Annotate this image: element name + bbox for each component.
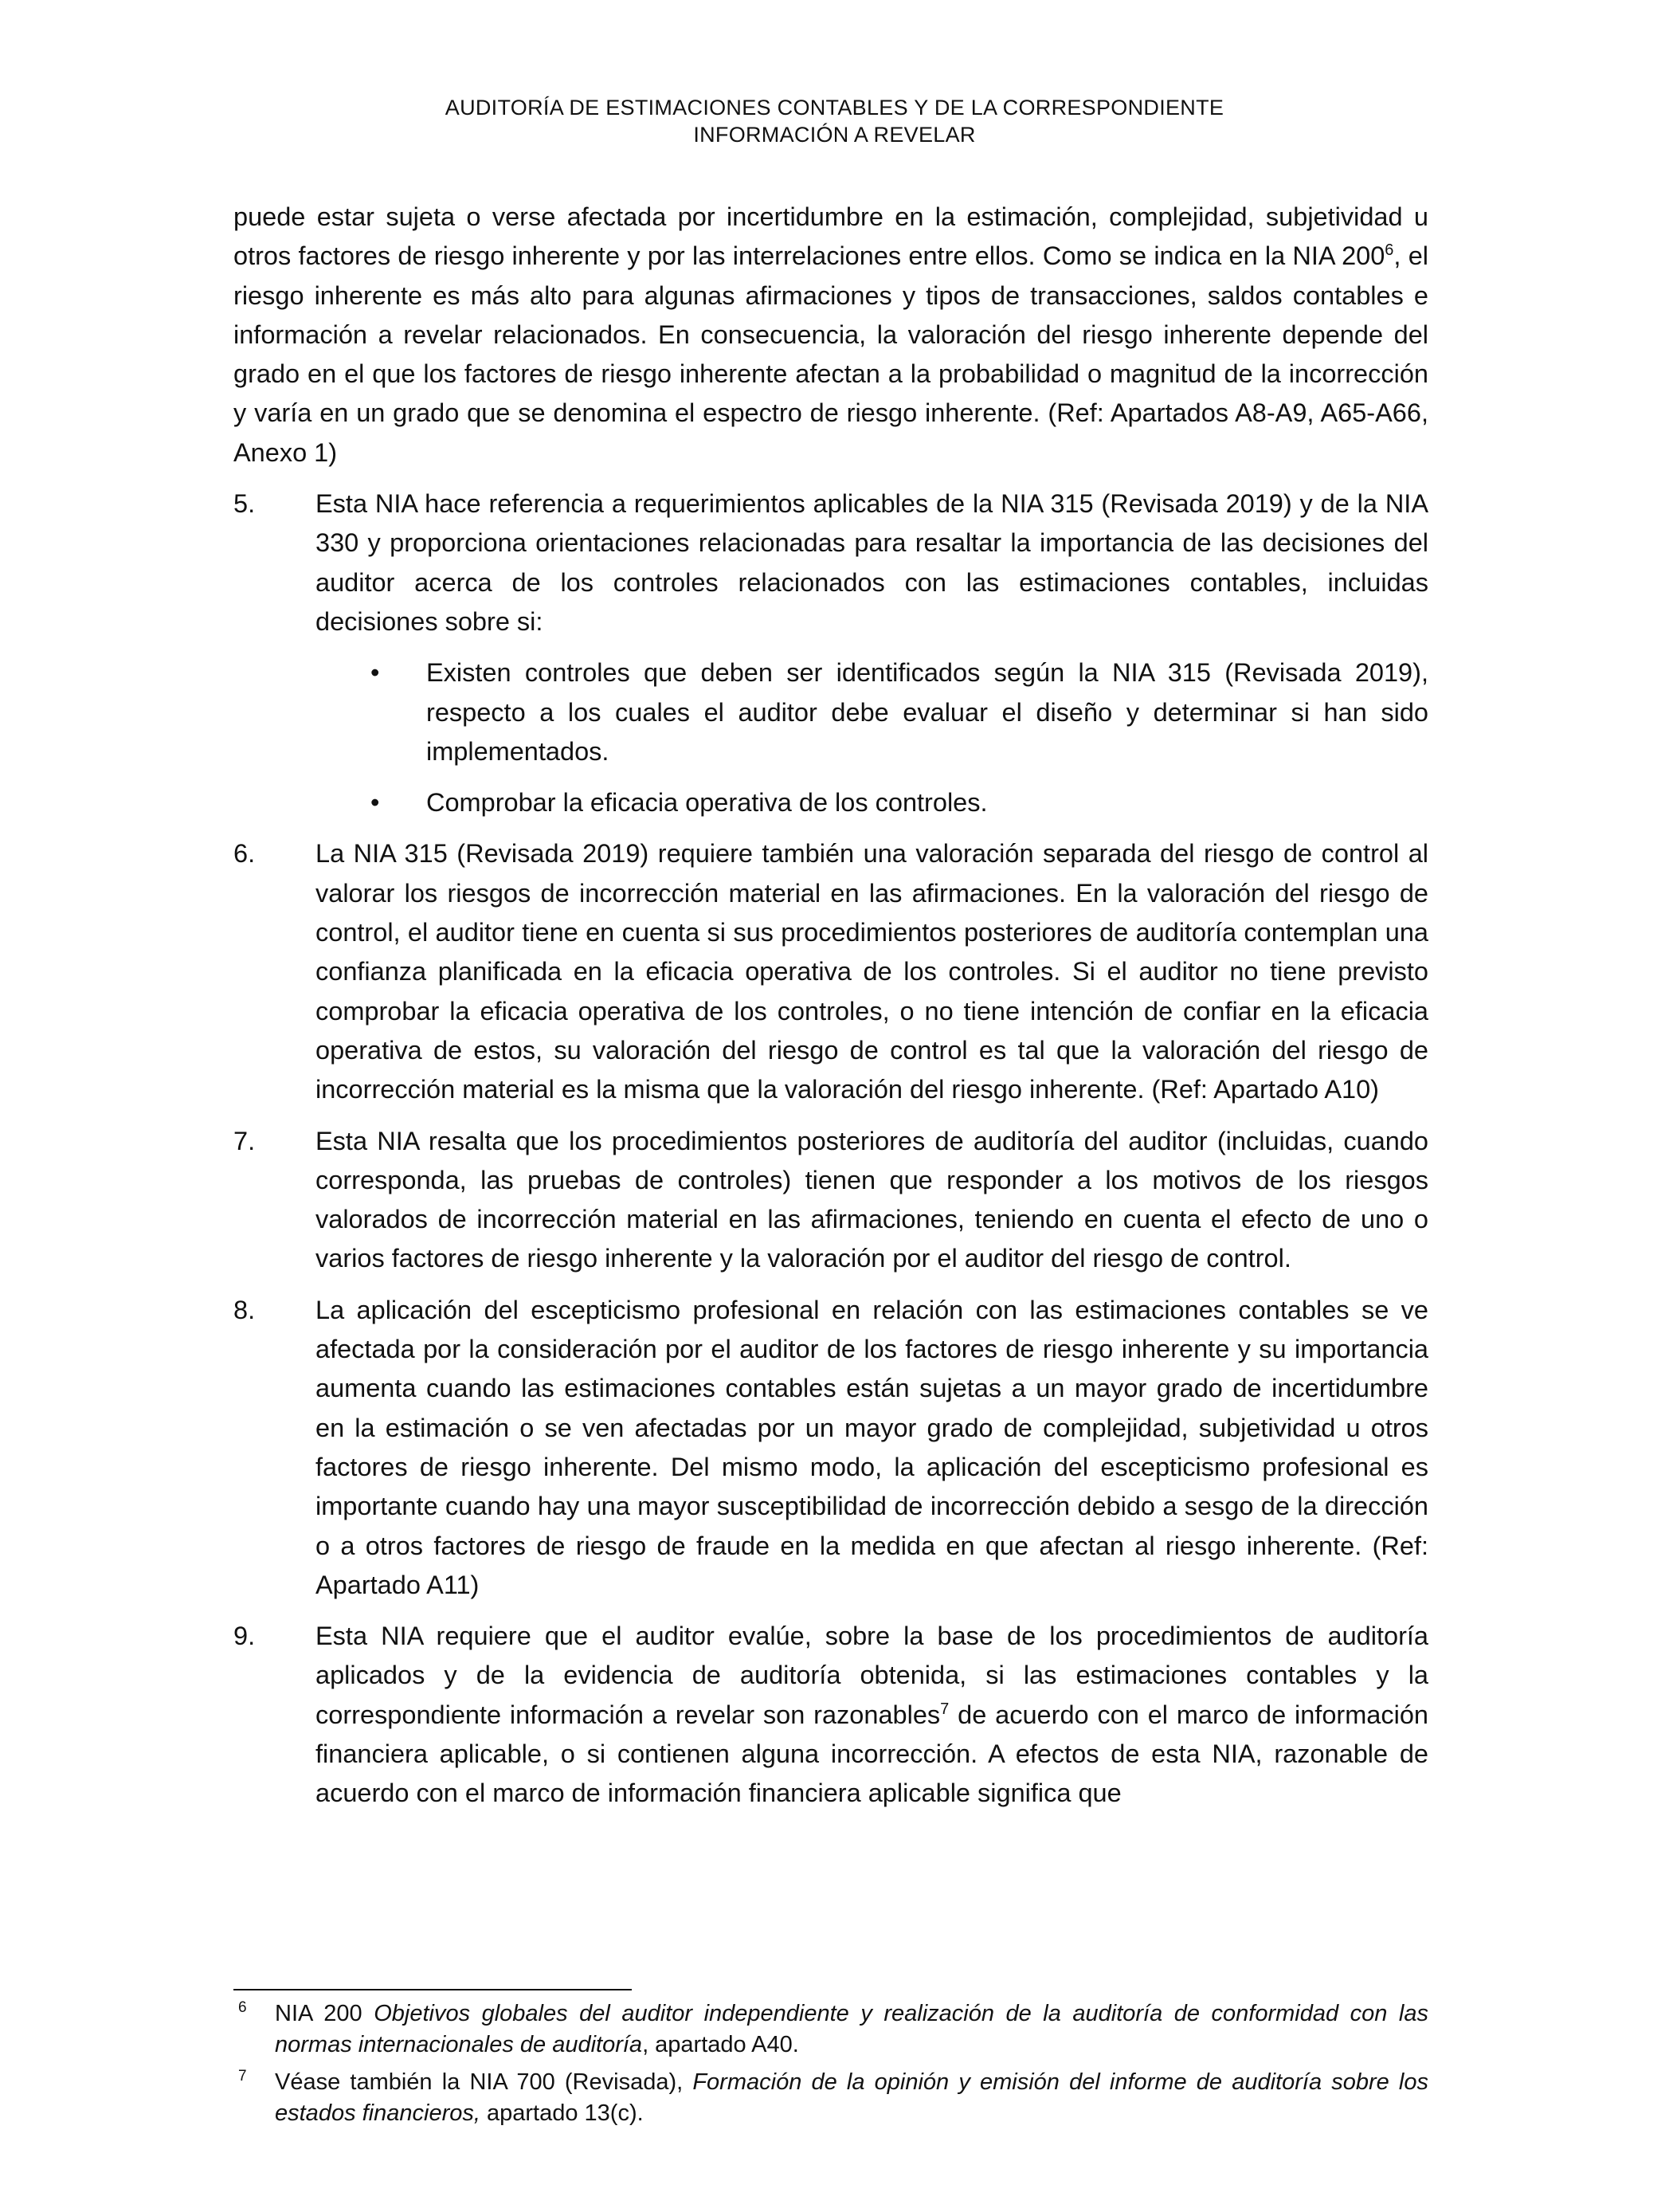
footnote-text: NIA 200 (275, 2001, 374, 2026)
bullet-list (233, 653, 1428, 822)
paragraph-text: Esta NIA requiere que el auditor evalúe, sobre la base de los procedimientos de auditoría aplicados y de la evidencia de auditoría obtenida, si las estimaciones contables y la correspondiente información a revelar son razonables (315, 1622, 1428, 1729)
paragraph-8 (233, 1291, 1428, 1605)
footnote-reference: 7 (940, 1700, 950, 1718)
paragraph-text: La aplicación del escepticismo profesional en relación con las estimaciones contables se ve afectada por la consideración por el auditor de los factores de riesgo inherente y su importancia aumenta cuando las estimaciones contables están sujetas a un mayor grado de incertidumbre en la estimación o se ven afectadas por un mayor grado de complejidad, subjetividad u otros factores de riesgo inherente. Del mismo modo, la aplicación del escepticismo profesional es importante cuando hay una mayor susceptibilidad de incorrección debido a sesgo de la dirección o a otros factores de riesgo de fraude en la medida en que afectan al riesgo inherente. (Ref: Apartado A11) (315, 1295, 1428, 1599)
bullet-text: Comprobar la eficacia operativa de los controles. (426, 788, 988, 818)
bullet-icon: • (370, 788, 380, 818)
bullet-text: Existen controles que deben ser identificados según la NIA 315 (Revisada 2019), respecto a los cuales el auditor debe evaluar el diseño y determinar si han sido implementados. (426, 658, 1428, 766)
footnotes (233, 1998, 1428, 2136)
paragraph-7 (233, 1122, 1428, 1279)
footnote-separator (233, 1989, 632, 1990)
footnote-reference: 6 (1385, 241, 1394, 260)
bullet-item (370, 653, 1428, 771)
paragraph-6 (233, 834, 1428, 1109)
header-line-1: AUDITORÍA DE ESTIMACIONES CONTABLES Y DE LA CORRESPONDIENTE (445, 96, 1224, 120)
paragraph-text: de acuerdo con el marco de información financiera aplicable, o si contienen alguna incorrección. A efectos de esta NIA, razonable de acuerdo con el marco de información financiera aplicable significa que (315, 1700, 1428, 1808)
paragraph-text: , el riesgo inherente es más alto para algunas afirmaciones y tipos de transacciones, saldos contables e información a revelar relacionados. En consecuencia, la valoración del riesgo inherente depende del grado en el que los factores de riesgo inherente afectan a la probabilidad o magnitud de la incorrección y varía en un grado que se denomina el espectro de riesgo inherente. (Ref: Apartados A8-A9, A65-A66, Anexo 1) (233, 241, 1428, 467)
paragraph-text: puede estar sujeta o verse afectada por incertidumbre en la estimación, complejidad, subjetividad u otros factores de riesgo inherente y por las interrelaciones entre ellos. Como se indica en la NIA 200 (233, 202, 1428, 271)
running-header (0, 94, 1669, 148)
header-line-2: INFORMACIÓN A REVELAR (693, 123, 976, 147)
paragraph-9 (233, 1617, 1428, 1813)
paragraph-number: 8. (233, 1295, 256, 1324)
footnote-title: Objetivos globales del auditor independiente y realización de la auditoría de conformidad con las normas internacionales de auditoría (275, 2001, 1428, 2057)
footnote-text: apartado 13(c). (480, 2100, 644, 2126)
footnote-text: , apartado A40. (642, 2032, 799, 2057)
footnote-number: 6 (238, 1999, 247, 2016)
paragraph-number: 6. (233, 839, 256, 869)
bullet-item (370, 783, 1428, 822)
footnote-title: Formación de la opinión y emisión del informe de auditoría sobre los estados financieros, (275, 2069, 1429, 2126)
paragraph-text: Esta NIA hace referencia a requerimientos aplicables de la NIA 315 (Revisada 2019) y de la NIA 330 y proporciona orientaciones relacionadas para resaltar la importancia de las decisiones del auditor acerca de los controles relacionados con las estimaciones contables, incluidas decisiones sobre si: (315, 489, 1428, 636)
paragraph-text: Esta NIA resalta que los procedimientos posteriores de auditoría del auditor (incluidas, cuando corresponda, las pruebas de controles) tienen que responder a los motivos de los riesgos valorados de incorrección material en las afirmaciones, teniendo en cuenta el efecto de uno o varios factores de riesgo inherente y la valoración por el auditor del riesgo de control. (315, 1126, 1428, 1273)
footnote-7 (233, 2067, 1428, 2129)
paragraph-number: 5. (233, 489, 256, 519)
paragraph-4-continuation (233, 198, 1428, 473)
footnote-number: 7 (238, 2068, 247, 2085)
paragraph-number: 7. (233, 1126, 256, 1155)
document-body (233, 198, 1428, 1814)
footnote-text: Véase también la NIA 700 (Revisada), (275, 2069, 693, 2095)
bullet-icon: • (370, 658, 380, 688)
paragraph-number: 9. (233, 1622, 256, 1651)
footnote-6 (233, 1998, 1428, 2061)
paragraph-5 (233, 484, 1428, 641)
paragraph-text: La NIA 315 (Revisada 2019) requiere también una valoración separada del riesgo de control al valorar los riesgos de incorrección material en las afirmaciones. En la valoración del riesgo de control, el auditor tiene en cuenta si sus procedimientos posteriores de auditoría contemplan una confianza planificada en la eficacia operativa de los controles. Si el auditor no tiene previsto comprobar la eficacia operativa de los controles, o no tiene intención de confiar en la eficacia operativa de estos, su valoración del riesgo de control es tal que la valoración del riesgo de incorrección material es la misma que la valoración del riesgo inherente. (Ref: Apartado A10) (315, 839, 1428, 1104)
